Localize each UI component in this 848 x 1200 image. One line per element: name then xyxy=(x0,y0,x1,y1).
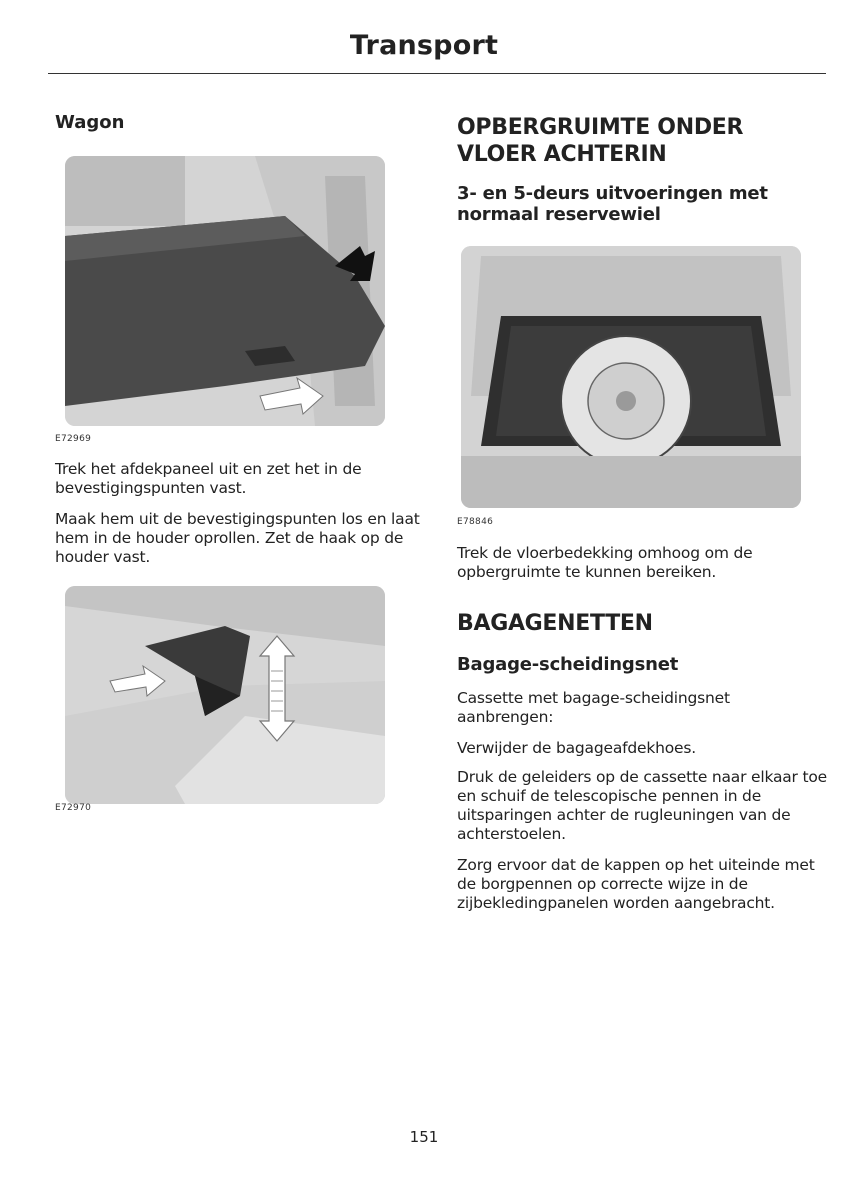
paragraph: Trek de vloerbedekking omhoog om de opbergruimte te kunnen bereiken. xyxy=(457,544,753,581)
paragraph: Trek het afdekpaneel uit en zet het in de bevestigingspunten vast. xyxy=(55,460,362,497)
figure-code: E72970 xyxy=(55,803,92,813)
figure-code: E78846 xyxy=(457,517,494,527)
page-title: Transport xyxy=(349,30,499,61)
section-subtitle-luggage-net: Bagage-scheidingsnet xyxy=(457,654,679,675)
paragraph: Zorg ervoor dat de kappen op het uiteinde met de borgpennen op correcte wijze in de zijbekledingpanelen worden aangebracht. xyxy=(457,856,815,912)
section-title-line: VLOER ACHTERIN xyxy=(457,142,667,167)
page-number: 151 xyxy=(409,1128,439,1146)
subtitle-line: normaal reservewiel xyxy=(457,204,661,225)
figure-spare-wheel-storage xyxy=(461,246,801,508)
paragraph: Verwijder de bagageafdekhoes. xyxy=(457,739,696,757)
figure-cover-cassette xyxy=(65,586,385,804)
section-subtitle-spare-wheel xyxy=(457,183,768,225)
figure-cargo-cover-wagon xyxy=(65,156,385,426)
figure-code: E72969 xyxy=(55,434,92,444)
subtitle-line: 3- en 5-deurs uitvoeringen met xyxy=(457,183,768,204)
section-title-line: OPBERGRUIMTE ONDER xyxy=(457,115,744,140)
paragraph: Cassette met bagage-scheidingsnet aanbrengen: xyxy=(457,689,730,726)
section-title-luggage-nets: BAGAGENETTEN xyxy=(457,611,653,636)
header-divider xyxy=(48,73,826,74)
wagon-heading: Wagon xyxy=(55,112,125,133)
paragraph: Maak hem uit de bevestigingspunten los en laat hem in de houder oprollen. Zet de haak op de houder vast. xyxy=(55,510,420,566)
section-title-underfloor-storage xyxy=(457,114,743,168)
paragraph: Druk de geleiders op de cassette naar elkaar toe en schuif de telescopische pennen in de uitsparingen achter de rugleuningen van de achterstoelen. xyxy=(457,768,827,843)
